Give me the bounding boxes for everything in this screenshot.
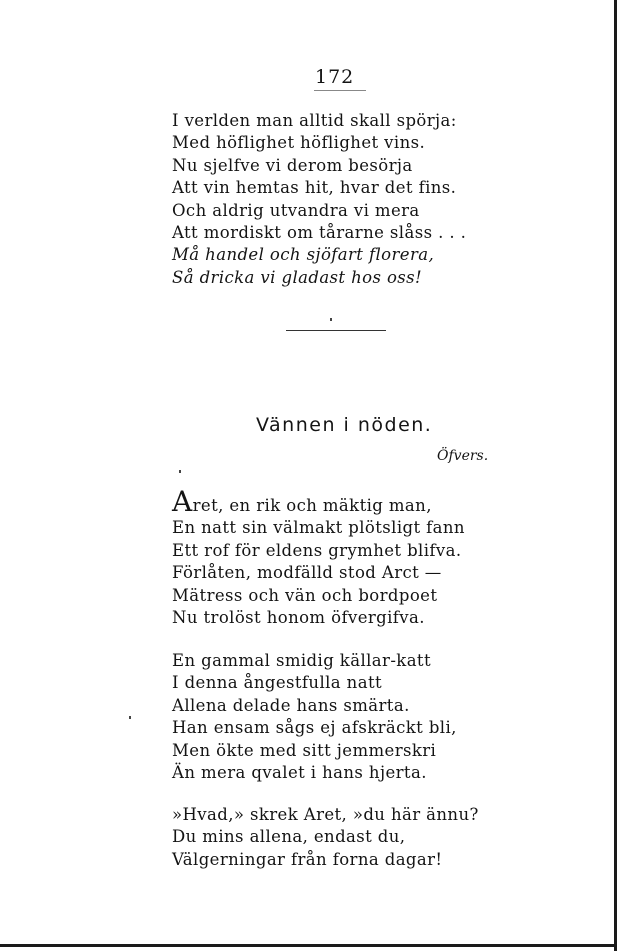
stanza-4 xyxy=(172,804,479,871)
verse-line: Du mins allena, endast du, xyxy=(172,827,406,847)
verse-line: Välgerningar från forna dagar! xyxy=(172,849,443,869)
verse-line-first xyxy=(172,485,465,518)
drop-cap: A xyxy=(172,485,193,518)
print-speck xyxy=(129,716,131,719)
section-divider xyxy=(286,330,386,331)
verse-line: Än mera qvalet i hans hjerta. xyxy=(172,763,427,783)
verse-line: »Hvad,» skrek Aret, »du här ännu? xyxy=(172,805,479,824)
stanza-3 xyxy=(172,650,457,784)
poem-title: Vännen i nöden. xyxy=(256,414,433,436)
verse-line-italic: Må handel och sjöfart florera, xyxy=(172,245,435,265)
page-number: 172 xyxy=(315,66,355,88)
verse-line: En natt sin välmakt plötsligt fann xyxy=(172,518,465,538)
verse-line: Med höflighet höflighet vins. xyxy=(172,133,426,153)
verse-line: Mätress och vän och bordpoet xyxy=(172,585,438,605)
verse-line: Allena delade hans smärta. xyxy=(172,695,410,715)
attribution: Öfvers. xyxy=(437,448,489,464)
verse-line: Nu trolöst honom öfvergifva. xyxy=(172,608,425,628)
verse-line-text: ret, en rik och mäktig man, xyxy=(192,496,432,515)
verse-line: Han ensam sågs ej afskräckt bli, xyxy=(172,718,457,738)
verse-line: I denna ångestfulla natt xyxy=(172,673,383,693)
verse-line-italic: Så dricka vi gladast hos oss! xyxy=(172,267,423,287)
page-number-underline xyxy=(314,90,366,91)
verse-line: Och aldrig utvandra vi mera xyxy=(172,200,420,220)
verse-line: Att vin hemtas hit, hvar det fins. xyxy=(172,178,457,198)
print-speck xyxy=(179,470,181,473)
stanza-1 xyxy=(172,110,466,289)
verse-line: Att mordiskt om tårarne slåss . . . xyxy=(172,223,467,243)
verse-line: Nu sjelfve vi derom besörja xyxy=(172,155,413,175)
verse-line: En gammal smidig källar-katt xyxy=(172,651,431,670)
stanza-2 xyxy=(172,485,465,629)
verse-line: Men ökte med sitt jemmerskri xyxy=(172,740,437,760)
page-edge-bottom xyxy=(0,944,617,947)
print-speck xyxy=(330,318,332,321)
verse-line: Förlåten, modfälld stod Arct — xyxy=(172,563,442,583)
page-edge-right xyxy=(614,0,617,951)
verse-line: I verlden man alltid skall spörja: xyxy=(172,111,457,130)
verse-line: Ett rof för eldens grymhet blifva. xyxy=(172,540,462,560)
